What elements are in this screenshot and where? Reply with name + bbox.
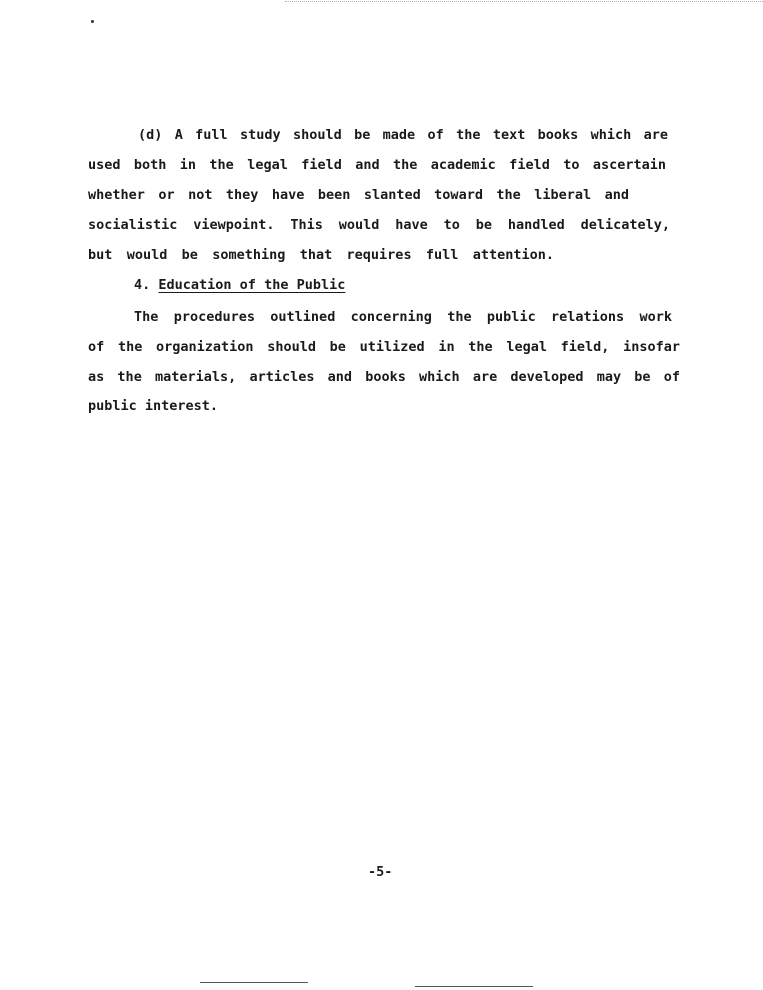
section-number: 4.: [134, 277, 151, 293]
paragraph-education-line-4: public interest.: [88, 398, 219, 414]
paragraph-d-line-3: whether or not they have been slanted toward the liberal and: [88, 187, 629, 203]
paragraph-education-line-3: as the materials, articles and books which are developed may be of: [88, 369, 680, 385]
paper-speck: [91, 20, 94, 23]
paragraph-education-line-1: The procedures outlined concerning the public relations work: [134, 309, 672, 325]
paragraph-d-line-1: (d) A full study should be made of the text books which are: [138, 127, 668, 143]
bottom-edge-mark: [415, 986, 533, 987]
paragraph-d-line-5: but would be something that requires full attention.: [88, 247, 554, 263]
top-edge-marks: [285, 1, 763, 2]
page-number: -5-: [368, 864, 393, 880]
paragraph-education-line-2: of the organization should be utilized in the legal field, insofar: [88, 339, 680, 355]
bottom-edge-mark: [200, 982, 308, 983]
section-heading: [134, 277, 345, 293]
section-title: Education of the Public: [158, 277, 346, 293]
paragraph-d-line-2: used both in the legal field and the academic field to ascertain: [88, 157, 666, 173]
paragraph-d-line-4: socialistic viewpoint. This would have to be handled delicately,: [88, 217, 670, 233]
